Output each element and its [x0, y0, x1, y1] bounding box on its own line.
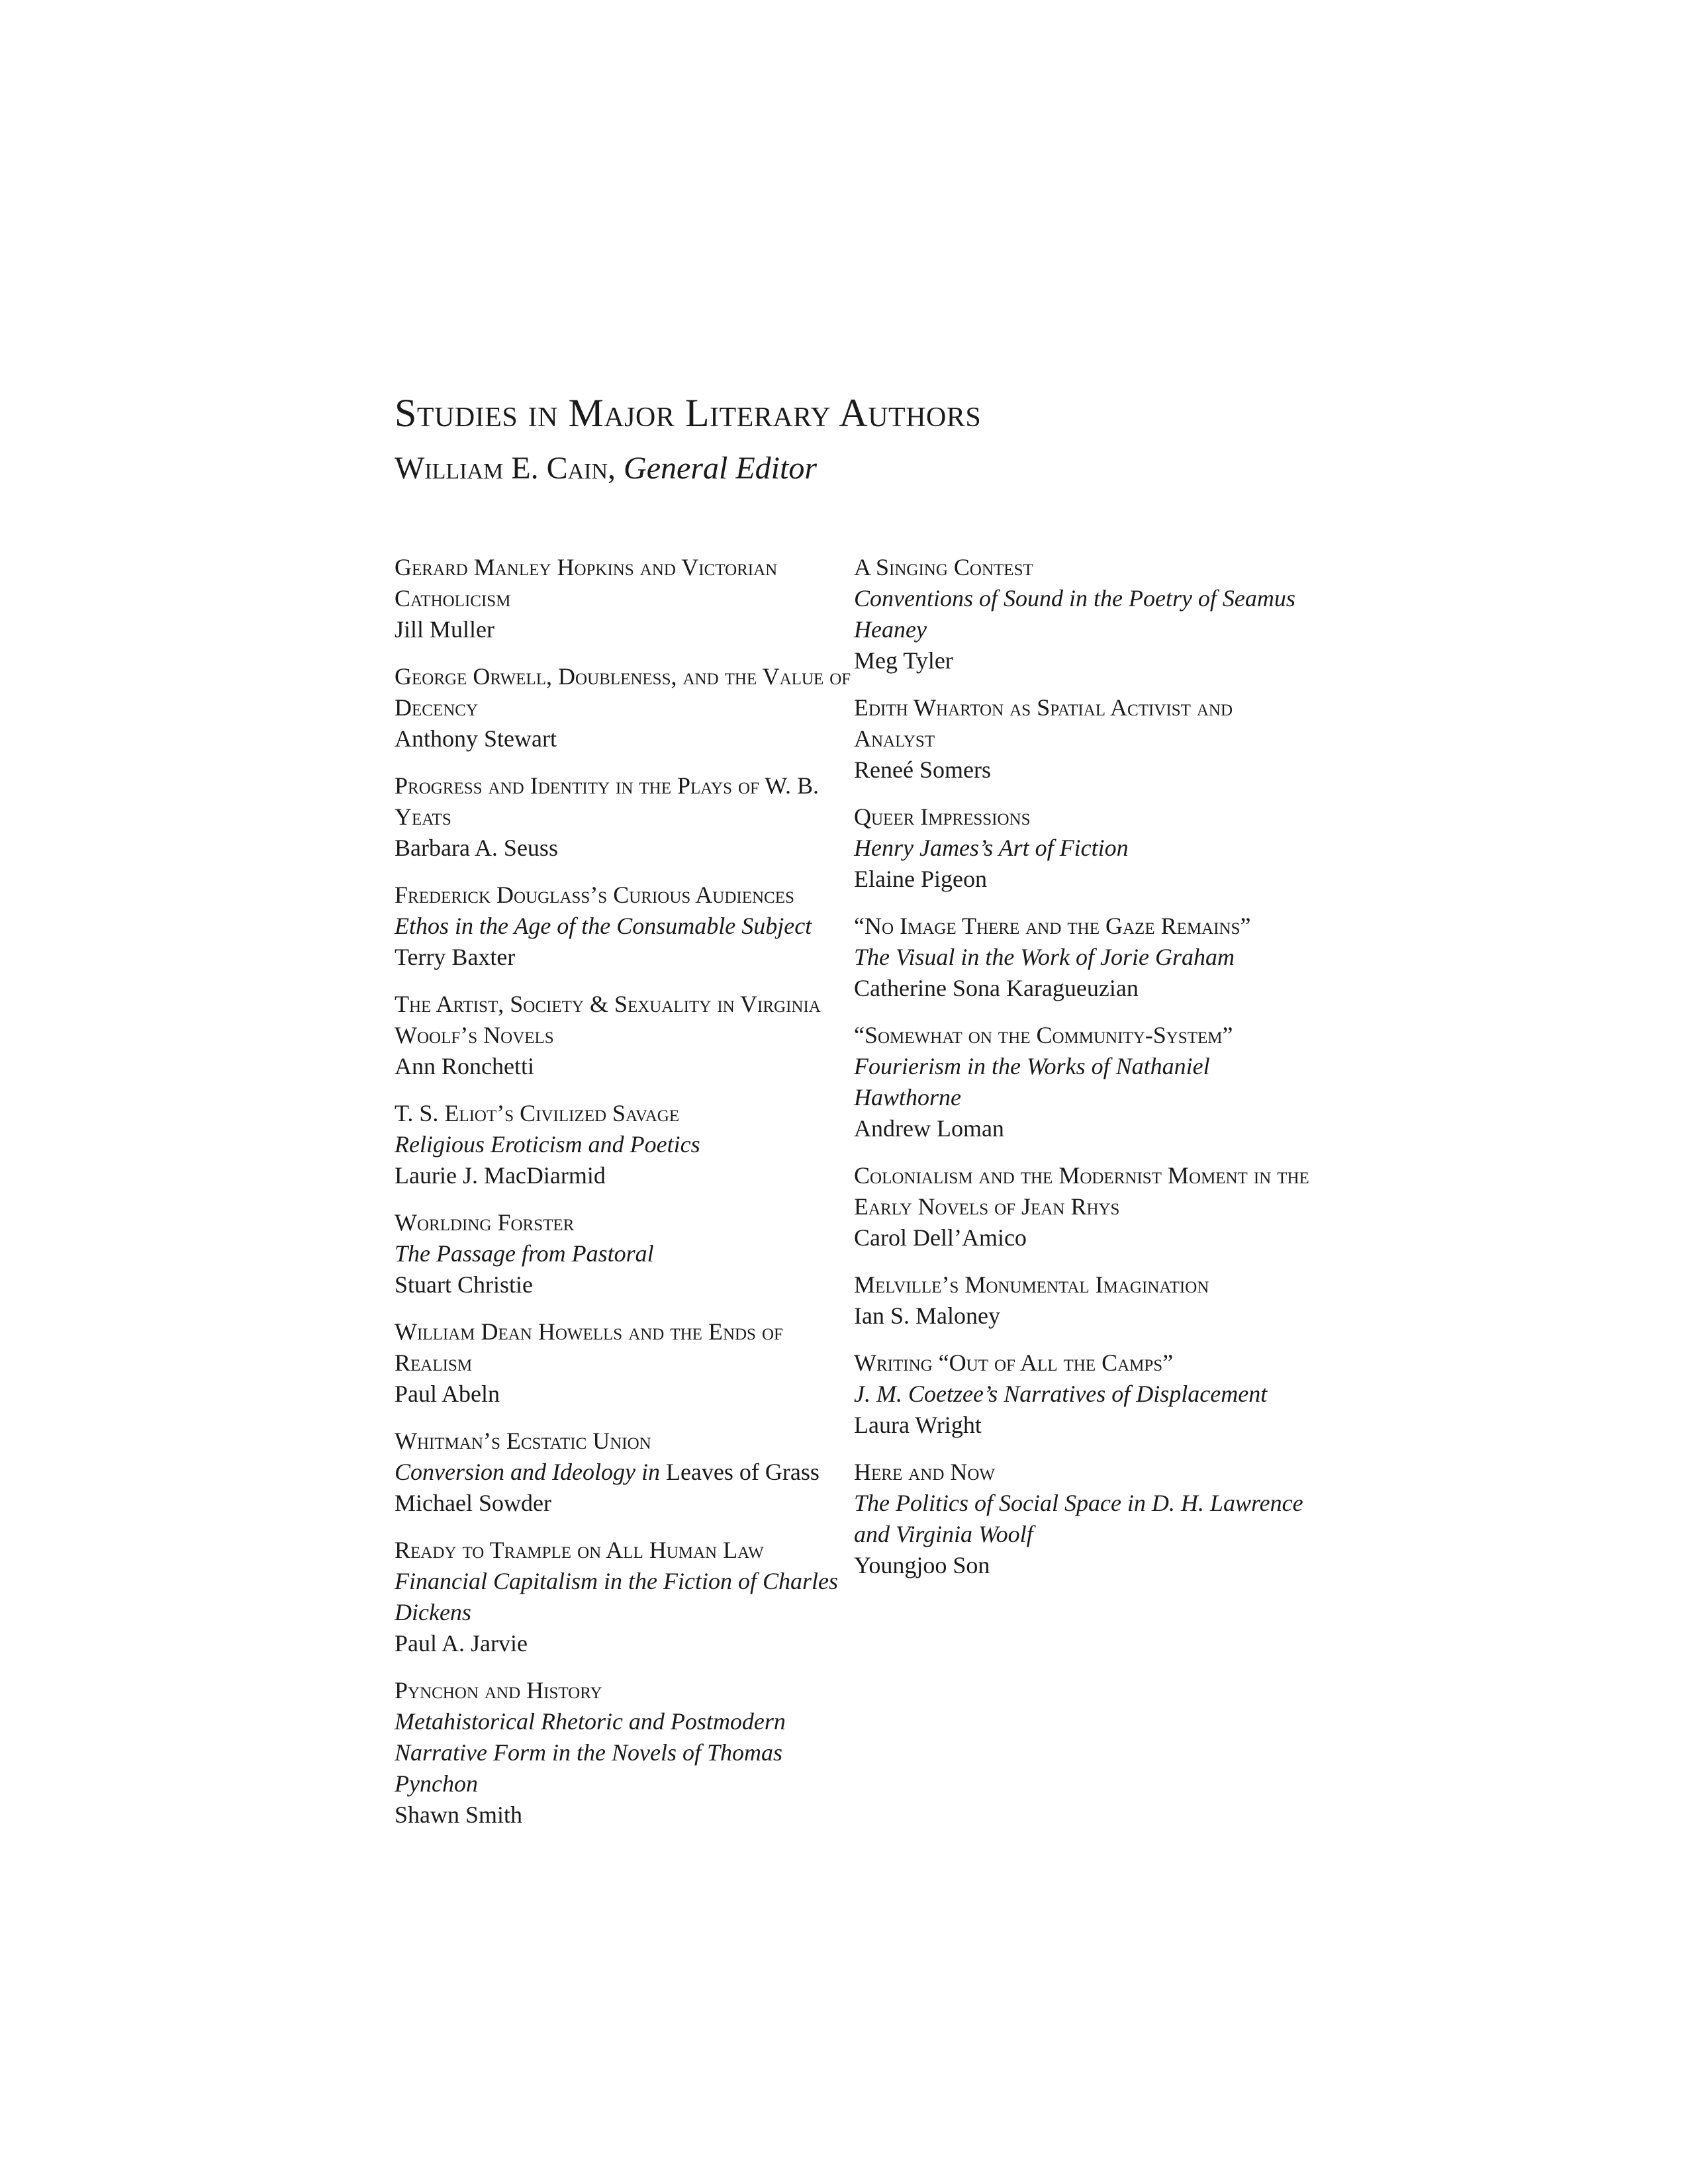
book-entry	[854, 552, 1317, 676]
book-title: Worlding Forster	[395, 1209, 575, 1236]
book-subtitle	[395, 1457, 858, 1488]
book-entry	[854, 1269, 1317, 1332]
book-author: Carol Dell’Amico	[854, 1224, 1027, 1251]
book-entry	[395, 1426, 858, 1519]
book-author: Anthony Stewart	[395, 725, 557, 752]
book-author: Youngjoo Son	[854, 1552, 990, 1578]
book-author: Paul A. Jarvie	[395, 1630, 528, 1657]
series-title: Studies in Major Literary Authors	[395, 391, 982, 435]
book-entry	[395, 1207, 858, 1300]
book-entry	[395, 1675, 858, 1831]
book-subtitle: The Visual in the Work of Jorie Graham	[854, 944, 1235, 970]
book-subtitle-italic: Conversion and Ideology in	[395, 1459, 660, 1485]
series-editor	[395, 449, 1321, 488]
editor-role: General Editor	[624, 451, 818, 486]
book-author: Michael Sowder	[395, 1490, 551, 1516]
book-author: Ian S. Maloney	[854, 1302, 1000, 1329]
book-author: Barbara A. Seuss	[395, 835, 558, 861]
book-subtitle-roman: Leaves of Grass	[659, 1459, 820, 1485]
book-title: “Somewhat on the Community-System”	[854, 1022, 1233, 1048]
book-subtitle: Henry James’s Art of Fiction	[854, 835, 1129, 861]
book-entry	[395, 770, 858, 864]
book-author: Jill Muller	[395, 616, 494, 643]
book-entry	[854, 1457, 1317, 1581]
book-entry	[854, 911, 1317, 1004]
book-author: Stuart Christie	[395, 1271, 533, 1298]
book-title: George Orwell, Doubleness, and the Value of Decency	[395, 663, 851, 721]
book-title: Edith Wharton as Spatial Activist and Analyst	[854, 694, 1233, 752]
book-title: Gerard Manley Hopkins and Victorian Catholicism	[395, 554, 778, 612]
book-entry	[395, 1098, 858, 1191]
book-author: Catherine Sona Karagueuzian	[854, 975, 1139, 1001]
book-subtitle: Financial Capitalism in the Fiction of Charles Dickens	[395, 1568, 838, 1625]
book-subtitle: Ethos in the Age of the Consumable Subject	[395, 913, 812, 939]
book-author: Meg Tyler	[854, 647, 953, 674]
book-title: A Singing Contest	[854, 554, 1033, 580]
book-author: Laurie J. MacDiarmid	[395, 1162, 606, 1189]
book-subtitle: Religious Eroticism and Poetics	[395, 1131, 700, 1158]
book-title: Frederick Douglass’s Curious Audiences	[395, 882, 794, 908]
book-subtitle: Metahistorical Rhetoric and Postmodern Narrative Form in the Novels of Thomas Pynchon	[395, 1708, 786, 1797]
book-title: Queer Impressions	[854, 803, 1031, 830]
editor-name: William E. Cain,	[395, 451, 616, 486]
book-title: Melville’s Monumental Imagination	[854, 1271, 1209, 1298]
book-title: Progress and Identity in the Plays of W. B. Yeats	[395, 772, 819, 830]
book-entry	[854, 692, 1317, 786]
book-subtitle: J. M. Coetzee’s Narratives of Displacement	[854, 1381, 1268, 1407]
book-author: Shawn Smith	[395, 1801, 523, 1828]
book-entry	[854, 1347, 1317, 1441]
book-author: Reneé Somers	[854, 756, 991, 783]
book-subtitle: Conventions of Sound in the Poetry of Seamus Heaney	[854, 585, 1295, 643]
series-header	[395, 389, 1321, 488]
right-column	[854, 552, 1317, 1597]
book-title: “No Image There and the Gaze Remains”	[854, 913, 1251, 939]
book-author: Laura Wright	[854, 1412, 982, 1438]
book-author: Paul Abeln	[395, 1381, 500, 1407]
book-entry	[395, 552, 858, 645]
book-title: T. S. Eliot’s Civilized Savage	[395, 1100, 680, 1126]
book-entry	[395, 1316, 858, 1410]
book-title: Ready to Trample on All Human Law	[395, 1537, 764, 1563]
book-title: Writing “Out of All the Camps”	[854, 1349, 1174, 1376]
book-entry	[854, 801, 1317, 895]
book-entry	[395, 880, 858, 973]
book-entry	[854, 1020, 1317, 1144]
book-title: William Dean Howells and the Ends of Realism	[395, 1318, 783, 1376]
book-title: Pynchon and History	[395, 1677, 602, 1704]
book-entry	[395, 661, 858, 754]
left-column	[395, 552, 858, 1846]
book-author: Ann Ronchetti	[395, 1053, 534, 1079]
book-title: Here and Now	[854, 1459, 996, 1485]
book-title: Whitman’s Ecstatic Union	[395, 1428, 651, 1454]
book-author: Terry Baxter	[395, 944, 516, 970]
book-entry	[395, 989, 858, 1082]
book-subtitle: The Politics of Social Space in D. H. Lawrence and Virginia Woolf	[854, 1490, 1303, 1547]
book-subtitle: Fourierism in the Works of Nathaniel Hawthorne	[854, 1053, 1210, 1111]
book-author: Andrew Loman	[854, 1115, 1004, 1142]
book-author: Elaine Pigeon	[854, 866, 987, 892]
book-title: Colonialism and the Modernist Moment in the Early Novels of Jean Rhys	[854, 1162, 1309, 1220]
book-entry	[395, 1535, 858, 1659]
book-entry	[854, 1160, 1317, 1253]
book-subtitle: The Passage from Pastoral	[395, 1240, 654, 1267]
book-title: The Artist, Society & Sexuality in Virginia Woolf’s Novels	[395, 991, 821, 1048]
